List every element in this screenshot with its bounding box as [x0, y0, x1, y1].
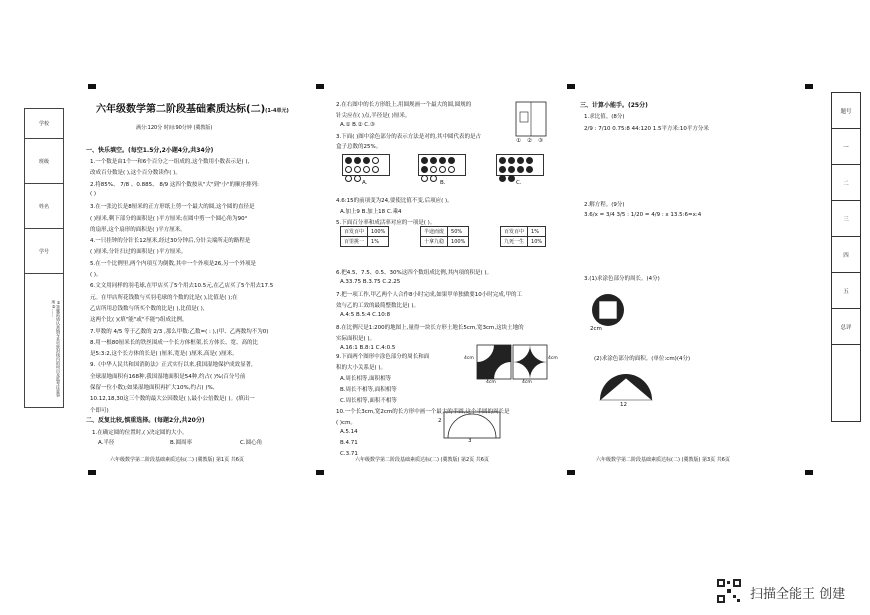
- ball-dot: [421, 157, 428, 164]
- score-cell: 三: [832, 201, 860, 237]
- ball-dot: [439, 157, 446, 164]
- ball-dot: [430, 175, 437, 182]
- dimension-label: 12: [620, 402, 627, 408]
- question-line: 2.在右图中的长方形纸上,用圆规画一个最大的圆,圆规的: [336, 102, 472, 108]
- section-heading: 三、计算小能手。(25分): [580, 102, 648, 109]
- page-footer: 六年级数学第二阶段基础素质达标(二) (冀教版) 第1页 共6页: [110, 457, 244, 463]
- binding-field: 学号: [25, 229, 63, 274]
- dimension-label: 2: [438, 418, 442, 424]
- question-text: 1.求比值。(8分): [584, 114, 625, 120]
- question-line: ( ): [90, 190, 97, 197]
- idiom-table-a: 百发百中 100% 百里挑一 1%: [340, 226, 389, 247]
- score-cell: 四: [832, 237, 860, 273]
- question-line: 5.下面百分率和成活率对应的一项是( )。: [336, 220, 436, 226]
- question-line: 个即可): [90, 407, 109, 414]
- option-b[interactable]: B.圆周率: [170, 440, 193, 446]
- question-line: 6.把4.5、7.5、0.5、30%这四个数组成比例,其内项的积是( )。: [336, 270, 493, 276]
- alignment-mark: [316, 84, 324, 89]
- dimension-label: 2cm: [590, 326, 602, 332]
- question-text: 2/9 : 7/10 0.75:8 44:120 1.5平方米:10平方分米: [584, 126, 709, 132]
- question-line: A.加上9 B.加上18 C.乘4: [340, 209, 402, 215]
- question-line: C.3.71: [340, 451, 358, 457]
- dimension-label: 4cm: [486, 380, 496, 385]
- question-line: C.周长相等,面积不相等: [340, 398, 397, 404]
- question-line: 的扇形,这个扇形的面积是( )平方厘米。: [90, 226, 186, 233]
- ball-dot: [345, 157, 352, 164]
- question-line: 实际面积是( )。: [336, 336, 376, 342]
- question-line: 3.下面( )图中涂色部分的表示方法是对的,其中圆代表的是占: [336, 134, 482, 140]
- question-line: 效与乙的工效的最简整数比是( )。: [336, 303, 420, 309]
- ball-dot: [363, 166, 370, 173]
- score-cell: 二: [832, 165, 860, 201]
- score-table: [831, 92, 861, 422]
- ball-dot: [430, 157, 437, 164]
- question-line: A.5.14: [340, 429, 358, 435]
- question-line: A.33.75 B.3.75 C.2.25: [340, 279, 401, 285]
- ball-dot: [499, 166, 506, 173]
- option-c[interactable]: C.: [516, 180, 522, 186]
- ball-dot: [526, 157, 533, 164]
- question-line: 积的大小关系是( )。: [336, 365, 387, 371]
- idiom-table-c: 百发百中 1% 九死一生 10%: [500, 226, 546, 247]
- option-c[interactable]: C.圆心角: [240, 440, 263, 446]
- ball-dot: [372, 166, 379, 173]
- question-line: A.① B.② C.③: [340, 122, 375, 128]
- question-line: 6.文文用同样的羽毛球,在甲店买了5个用去10.5元,在乙店买了5个用去17.5: [90, 283, 274, 290]
- shaded-figure-2: [512, 344, 548, 380]
- ball-dot: [372, 157, 379, 164]
- question-line: A.周长相等,面积相等: [340, 376, 392, 382]
- question-line: ( )。: [90, 272, 102, 278]
- ball-dot: [508, 175, 515, 182]
- question-line: 2.将85%、 7/8 、0.885、 8/9 这四个数按从"大"到"小"的顺序排列:: [90, 181, 259, 188]
- question-line: 全球湿地面积有168种,我国湿地面积是54种,约占( )%(百分号前: [90, 373, 246, 380]
- question-line: 9.《中华人民共和国消防法》正式实行以来,我国湿地保护成效显著,: [90, 362, 253, 369]
- ball-dot: [421, 166, 428, 173]
- alignment-mark: [88, 470, 96, 475]
- score-cell: 总评: [832, 309, 860, 345]
- question-line: 10.一个长3cm,宽2cm的长方形中画一个最大的半圆,这个半圆的周长是: [336, 409, 510, 415]
- ball-dot: [499, 175, 506, 182]
- question-line: 7.把一项工作,甲乙两个人合作8小时完成,如果甲单独做要10小时完成,甲的工: [336, 292, 522, 298]
- binding-field: 姓名: [25, 184, 63, 229]
- ball-dot: [421, 175, 428, 182]
- question-text: 3.6/x = 3/4 3/5 : 1/20 = 4/9 : x 13.5:6=x:4: [584, 212, 702, 218]
- question-line: 8.用一根80厘米长的铁丝围成一个长方体框架,长方体长、宽、高的比: [90, 339, 258, 346]
- question-line: 3.在一张边长是8厘米的正方形纸上剪一个最大的圆,这个圆的直径是: [90, 204, 255, 211]
- alignment-mark: [805, 84, 813, 89]
- scanner-watermark: 扫描全能王 创建: [750, 587, 846, 602]
- question-line: 改成百分数是( ),这个百分数读作( )。: [90, 170, 181, 177]
- semicircle-rectangle-figure: [440, 408, 510, 448]
- ball-dot: [508, 166, 515, 173]
- question-line: 这两个比( )(填"能"或"不能")组成比例。: [90, 317, 188, 324]
- question-line: ( )cm。: [336, 420, 356, 426]
- question-line: 5.在一个比例里,两个内项互为倒数,其中一个外项是26,另一个外项是: [90, 260, 256, 267]
- question-line: 8.在比例尺是1:200的地图上,量得一块长方形土地长5cm,宽3cm,这块土地的: [336, 325, 524, 331]
- question-line: 元。在甲店所花钱数与买羽毛球的个数的比是( ),比值是( );在: [90, 294, 238, 301]
- question-line: 保留一位小数);如果湿地面积再扩大10%,约占( )%,: [90, 385, 215, 391]
- question-line: 是5:3:2,这个长方体的长是( )厘米,宽是( )厘米,高是( )厘米。: [90, 351, 238, 358]
- question-line: A.16:1 B.8:1 C.4:0.5: [340, 345, 396, 351]
- option-a[interactable]: A.半径: [98, 440, 115, 446]
- alignment-mark: [567, 84, 575, 89]
- ball-dot: [363, 157, 370, 164]
- alignment-mark: [805, 470, 813, 475]
- question-line: 盒子总数的25%。: [336, 144, 382, 150]
- question-line: B.4.71: [340, 440, 358, 446]
- dot-box-b: [418, 154, 466, 176]
- ball-dot: [430, 166, 437, 173]
- alignment-mark: [567, 470, 575, 475]
- question-line: ( )厘米,剩下部分的面积是( )平方厘米;在圆中剪一个圆心角为90°: [90, 215, 248, 222]
- ball-dot: [345, 166, 352, 173]
- circle-label: ①: [516, 138, 521, 144]
- section-heading: 一、快乐填空。(每空1.5分,2小题4分,共34分): [86, 147, 214, 154]
- question-line: ( )厘米,分针扫过的面积是( )平方厘米。: [90, 249, 187, 256]
- question-text: 2.解方程。(9分): [584, 202, 625, 208]
- question-line: 7.甲数的 4/5 等于乙数的 2/3 ,那么甲数:乙数=( : ),(甲、乙两数均不为0): [90, 328, 269, 335]
- qr-code-icon: [716, 578, 742, 604]
- ball-dot: [354, 157, 361, 164]
- shaded-figure-1: [476, 344, 512, 380]
- exam-meta: 满分:120分 时间:90分钟 (冀教版): [136, 125, 213, 131]
- page-footer: 六年级数学第二阶段基础素质达标(二) (冀教版) 第3页 共6页: [596, 457, 730, 463]
- ball-dot: [499, 157, 506, 164]
- question-line: 乙店所用总钱数与所买个数的比是( ),比值是( ),: [90, 305, 205, 312]
- dot-box-c: [496, 154, 544, 176]
- semicircle-triangle-figure: [598, 372, 654, 404]
- alignment-mark: [88, 84, 96, 89]
- question-line: 9.下面两个图形中涂色部分的周长和面: [336, 354, 430, 360]
- ball-dot: [345, 175, 352, 182]
- ball-dot: [517, 166, 524, 173]
- circle-label: ③: [538, 138, 543, 144]
- question-line: A.4:5 B.5:4 C.10:8: [340, 312, 391, 318]
- ball-dot: [526, 166, 533, 173]
- question-text: 3.(1)求涂色部分的周长。(4分): [584, 276, 660, 282]
- dimension-label: 4cm: [548, 356, 558, 361]
- flower-figure: [588, 290, 628, 330]
- ball-dot: [517, 157, 524, 164]
- question-text: 1.在确定圆的位置时,( )决定圆的大小。: [92, 430, 188, 436]
- question-line: 4.6:15的前项变为24,要使比值不变,后项应( )。: [336, 198, 453, 204]
- question-line: B.周长不相等,面积相等: [340, 387, 397, 393]
- ball-dot: [448, 166, 455, 173]
- question-line: 10.12,18,30这三个数的最大公因数是( ),最小公倍数是( )。(填出一: [90, 396, 255, 403]
- dimension-label: 4cm: [522, 380, 532, 385]
- question-line: 针尖应在( )点,半径是( )厘米。: [336, 113, 411, 119]
- ball-dot: [448, 157, 455, 164]
- dot-box-a: [342, 154, 390, 176]
- idiom-table-b: 半途而废 50% 十拿九稳 100%: [420, 226, 469, 247]
- binding-note: ①答题前请认真填写本页密封线内的项目及监考注意事项②……: [51, 300, 61, 397]
- alignment-mark: [316, 470, 324, 475]
- ball-dot: [354, 175, 361, 182]
- dimension-label: 3: [468, 438, 472, 444]
- circle-label: ②: [527, 138, 532, 144]
- score-cell: 一: [832, 129, 860, 165]
- score-cell: 五: [832, 273, 860, 309]
- page-title: 六年级数学第二阶段基础素质达标(二)(1-4单元): [96, 104, 289, 115]
- section-heading: 二、反复比较,慎重选择。(每题2分,共20分): [86, 417, 205, 424]
- option-b[interactable]: B.: [440, 180, 446, 186]
- ball-dot: [439, 166, 446, 173]
- page-footer: 六年级数学第二阶段基础素质达标(二) (冀教版) 第2页 共6页: [355, 457, 489, 463]
- question-line: 4.一只挂钟的分针长12厘米,经过30分钟后,分针尖端所走的路程是: [90, 238, 251, 245]
- dimension-label: 4cm: [464, 356, 474, 361]
- ball-dot: [354, 166, 361, 173]
- question-text: (2)求涂色部分的面积。(单位:cm)(4分): [594, 356, 691, 362]
- ball-dot: [508, 157, 515, 164]
- question-line: 1.一个数是由1个一和6个百分之一组成的,这个数用小数表示是( ),: [90, 159, 250, 165]
- option-a[interactable]: A.: [362, 180, 368, 186]
- score-cell: 题号: [832, 93, 860, 129]
- binding-field: 班级: [25, 139, 63, 184]
- binding-field: 学校: [25, 109, 63, 139]
